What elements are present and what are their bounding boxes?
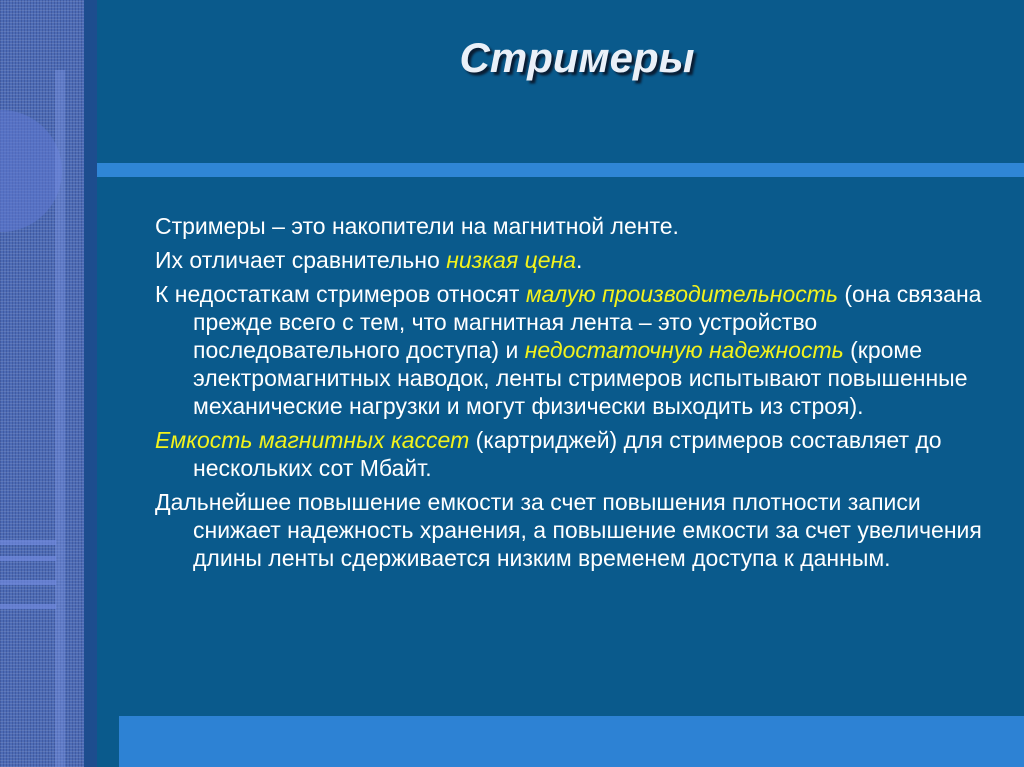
slide-title: Стримеры [459,34,695,81]
decorative-circle [0,110,62,232]
decorative-tick [0,556,56,561]
body-paragraph [155,426,1005,482]
highlighted-term: недостаточную надежность [524,337,844,363]
body-paragraph [155,488,1005,572]
paragraph-text: Дальнейшее повышение емкости за счет повышения плотности записи снижает надежность хранения, а повышение емкости за счет увеличения длины ленты сдерживается низким временем доступа к данным. [155,489,982,571]
decorative-tick [0,540,56,545]
decorative-bottom-bar [119,716,1024,767]
paragraph-text: (кроме электромагнитных наводок, ленты стримеров испытывают повышенные механические нагрузки и могут физически выходить из строя). [193,337,968,419]
highlighted-term: низкая цена [446,247,577,273]
decorative-tick [0,604,56,609]
decorative-vertical-bar [55,70,65,767]
body-paragraph [155,280,1005,420]
body-paragraph [155,246,1005,274]
body-paragraph [155,212,1005,240]
paragraph-text: (она связана прежде всего с тем, что магнитная лента – это устройство последовательного доступа) и [193,281,982,363]
highlighted-term: малую производительность [525,281,838,307]
decorative-divider-band [84,0,97,767]
title-underline-bar [97,163,1024,177]
highlighted-term: Емкость магнитных кассет [155,427,470,453]
paragraph-text: Их отличает сравнительно [155,247,447,273]
decorative-tick [0,580,56,585]
paragraph-text: Стримеры – это накопители на магнитной ленте. [155,213,679,239]
paragraph-text: К недостаткам стримеров относят [155,281,526,307]
slide-body [155,212,1005,578]
paragraph-text: (картриджей) для стримеров составляет до нескольких сот Мбайт. [193,427,942,481]
decorative-left-strip [0,0,84,767]
paragraph-text: . [576,247,583,273]
